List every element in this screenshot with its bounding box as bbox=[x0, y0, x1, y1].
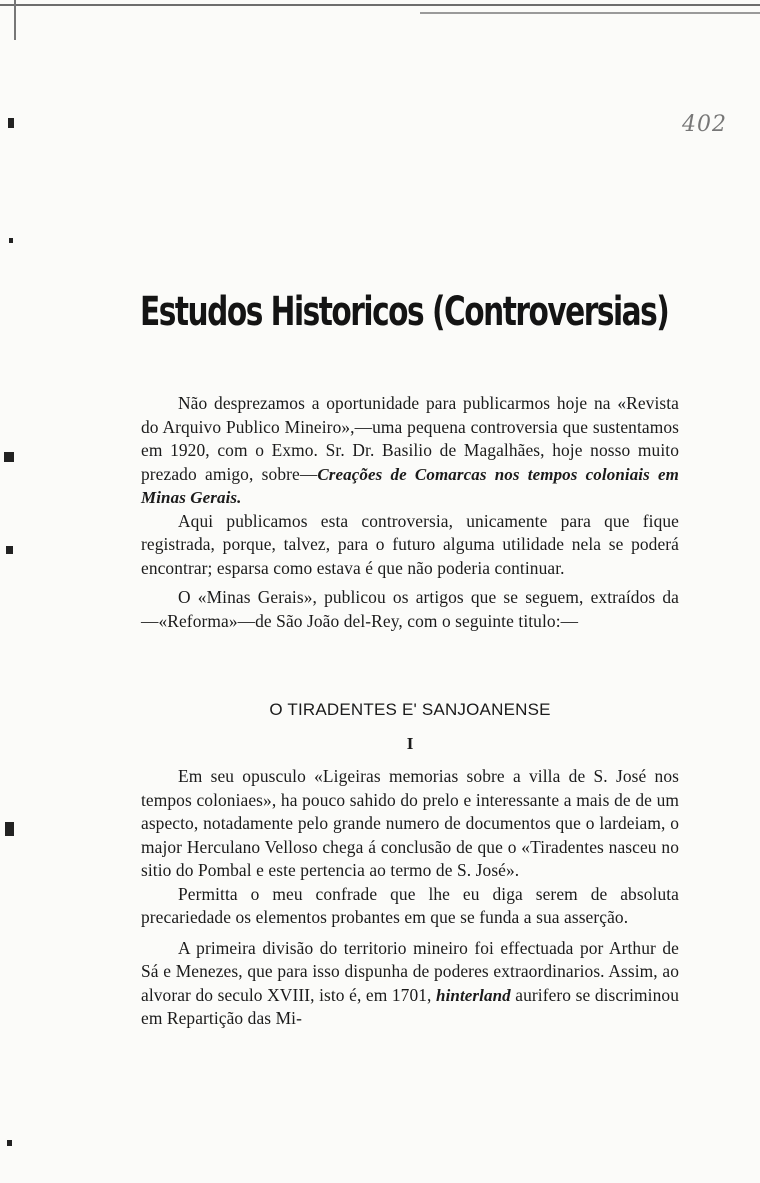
binding-hole-mark bbox=[4, 452, 14, 462]
binding-hole-mark bbox=[8, 118, 14, 128]
intro-text bbox=[141, 392, 679, 633]
section-heading: O TIRADENTES E' SANJOANENSE bbox=[269, 700, 551, 719]
body-paragraph: Permitta o meu confrade que lhe eu diga serem de absoluta precariedade os elementos probantes em que se funda a sua asserção. bbox=[141, 883, 679, 927]
binding-hole-mark bbox=[6, 546, 13, 554]
body-paragraph-text: aurifero se discriminou em Repartição das Mi- bbox=[141, 984, 679, 1028]
binding-hole-mark bbox=[5, 822, 14, 836]
body-text bbox=[141, 765, 679, 1031]
intro-paragraph: Aqui publicamos esta controversia, unicamente para que fique registrada, porque, talvez, para o futuro alguma utilidade nela se poderá encontrar; esparsa como estava é que não poderia continuar. bbox=[141, 510, 679, 578]
body-paragraph-italic: hinterland bbox=[436, 985, 511, 1005]
body-paragraph: Em seu opusculo «Ligeiras memorias sobre a villa de S. José nos tempos coloniaes», ha pouco sahido do prelo e interessante a mais de de um aspecto, notadamente pelo grande numero de documentos que o lardeiam, o major Herculano Velloso chega á conclusão de que o «Tiradentes nasceu no sitio do Pombal e este pertencia ao termo de S. José». bbox=[141, 766, 679, 880]
scan-edge-line bbox=[0, 4, 760, 6]
intro-paragraph: O «Minas Gerais», publicou os artigos que se seguem, extraídos da —«Reforma»—de São João del-Rey, com o seguinte titulo:— bbox=[141, 587, 679, 631]
body-paragraph-text: A primeira divisão do territorio mineiro foi effectuada por Arthur de Sá e Menezes, que para isso dispunha de poderes extraordinarios. Assim, ao alvorar do seculo XVIII, isto é, em 1701, bbox=[141, 937, 679, 1005]
body-paragraph bbox=[141, 937, 679, 1031]
section-number: I bbox=[406, 734, 414, 753]
binding-hole-mark bbox=[9, 238, 13, 243]
intro-paragraph bbox=[141, 392, 679, 510]
scan-edge-line bbox=[420, 12, 760, 14]
page-title: Estudos Historicos (Controversias) bbox=[140, 289, 669, 335]
scan-edge-line bbox=[14, 0, 16, 40]
intro-paragraph-italic: Creações de Comarcas nos tempos coloniais em Minas Gerais. bbox=[141, 464, 679, 507]
page-number: 402 bbox=[682, 112, 727, 137]
intro-paragraph-text: Não desprezamos a oportunidade para publicarmos hoje na «Revista do Arquivo Publico Mineiro»,—uma pequena controversia que sustentamos em 1920, com o Exmo. Sr. Dr. Basilio de Magalhães, hoje nosso muito prezado amigo, sobre— bbox=[141, 393, 679, 484]
binding-hole-mark bbox=[7, 1140, 12, 1146]
